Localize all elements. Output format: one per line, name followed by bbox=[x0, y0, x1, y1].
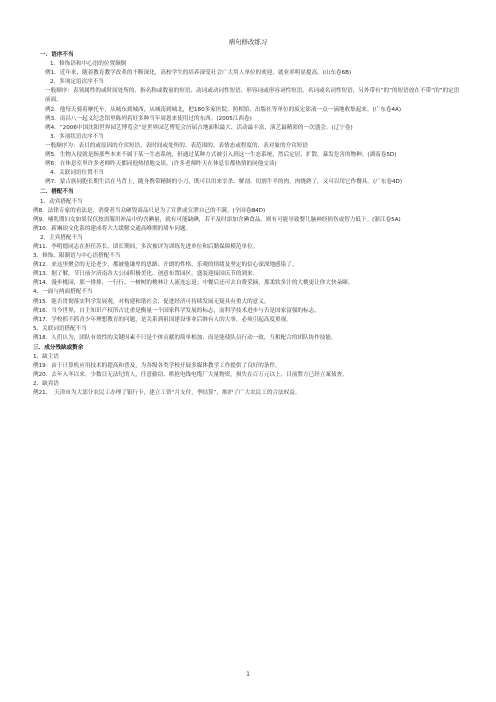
body-paragraph: 例9．哺乳期妇女如果仅仅按需服用补品中的含碘量，就有可能缺碘，若不及时添加含碘食品，则有可能导致婴儿脑神经损伤或智力低下。(浙江卷5A) bbox=[33, 216, 401, 223]
body-paragraph: 一般顺序：表领属性的或时间处所的、指名称或数量的短语、动词或动词性短语、形容词或形容词性短语、名词或名词性短语，另外带有“的”的短语放在不带“的”的定语前面。 bbox=[45, 88, 460, 104]
body-paragraph: 例3．南昌八一起义纪念馆里陈列着好多种当年周恩来使用过的东西。(2005江西卷) bbox=[45, 115, 252, 122]
body-paragraph: 1、缺主语 bbox=[33, 354, 59, 361]
body-paragraph: 1．动宾搭配不当 bbox=[40, 198, 83, 205]
body-paragraph: 2．多项定语次序不当 bbox=[50, 79, 104, 86]
body-paragraph: 例7．蒙古族同胞长期生活在马背上，随身携带精制的小刀，既可以用来宰杀、解剖、切割牛羊的肉，肉烧熟了，又可以用它作餐具。(广东卷4D) bbox=[45, 179, 403, 186]
body-paragraph: 例10．新琳琅文化系的建成将大大缓解交通高峰期的堵车问题。 bbox=[33, 225, 192, 232]
body-paragraph: 3、修饰、限制语与中心语搭配不当 bbox=[33, 253, 121, 260]
body-paragraph: 例18．人们认为，团队有效性的关键因素不只是个体贡献的简单相加，而是能使队员行动一致，互相配合的团队协作技能。 bbox=[33, 334, 337, 341]
body-paragraph: 例20．去年入冬以来，少数目无法纪的人，任意偷窃、哄抢电线电缆厂大量物资，损失在百万元以上，目前警方已经立案侦查。 bbox=[33, 372, 348, 379]
body-paragraph: 2．主宾搭配不当 bbox=[40, 234, 83, 241]
body-paragraph: 例1．近年来，随着教育教学改革的不断深化，高校学生的培养深受社会广大用人单位的欢迎，就业率明显提高。(山东卷6B) bbox=[45, 70, 352, 77]
body-paragraph: 例16．当今世界，自主知识产权所占比重是衡量一个国家科学发展的标志，而科学技术进步与否是国家富强的标志。 bbox=[33, 307, 320, 314]
body-paragraph: 例13．据了解，节日前夕济南各大公园积极美化、创意布置园区，盛装迎接国庆节的到来。 bbox=[33, 271, 259, 278]
body-paragraph: 例5．生物入侵就是指那些本来不属于某一生态系统，但通过某种方式被引入到这一生态系统，然后定居、扩散、暴发危害的物种。(湖南卷5D) bbox=[45, 152, 397, 159]
body-paragraph: 例11．李明德同志在担任苏长、团长期间，多次被评为训练先进单位和后勤保障模范单位。 bbox=[33, 243, 259, 250]
document-title: 病句修改练习 bbox=[228, 38, 268, 46]
body-paragraph: 例8．法律专家的看法是，消费者当众砸毁商品只是为了宣泄或宣泄自己的不满。(全国卷Ⅲ4D) bbox=[33, 207, 266, 214]
section-heading: 三．成分残缺或赘余 bbox=[33, 345, 84, 351]
body-paragraph: 例6：在休息室里许多老师昨天都同他热情地交谈。(许多老师昨天在休息室都热情的同他交谈) bbox=[45, 161, 277, 168]
section-heading: 一．语序不当 bbox=[40, 52, 74, 58]
body-paragraph: 4．关联词语位置不当 bbox=[50, 170, 104, 177]
body-paragraph: 2、缺宾语 bbox=[33, 381, 59, 388]
body-paragraph: 例14．漫步桃园，那一排排、一行行、一树树的桃林让人流连忘返；中餐后还可去自费采摘，那柔软多汁的大桃更让你大快朵颐。 bbox=[33, 280, 354, 287]
section-heading: 二．搭配不当 bbox=[40, 189, 74, 196]
body-paragraph: 例21． 天津市为大部分农民工办理了银行卡，建立工资“月支付，季结算”，维护了广大农民工的合法权益。 bbox=[33, 390, 301, 397]
body-paragraph: 例19：由于计算机应用技术的提高和普及，为各级各类学校开展多媒体教学工作提供了良好的条件。 bbox=[33, 363, 281, 370]
document-body bbox=[33, 50, 463, 399]
page-number: 1 bbox=[246, 671, 250, 678]
body-paragraph: 例15．能否贯彻落实科学发展观，对构建和谐社会，促进经济可持续发展无疑具有重大的意义。 bbox=[33, 298, 270, 305]
body-paragraph: 例4．“2006中国沈阳世界园艺博览会”是世界园艺博览会历届占地面积最大、活动最丰富、演艺最精彩的一次盛会。(辽宁卷) bbox=[45, 124, 353, 131]
body-paragraph: 3．多项状语次序不当 bbox=[50, 133, 104, 140]
body-paragraph: 例12．来这里聚会的无论老少，都被他谦卑的思路、开朗的性格、乐观的情绪及坚定的信心深深地感染了。 bbox=[33, 262, 298, 269]
body-paragraph: 一般顺序为：表目的或原因的介宾短语、表时间或处所的、表范围的、表情态或程度的、表对象的介宾短语 bbox=[45, 142, 308, 149]
body-paragraph: 5、关联词语搭配不当 bbox=[33, 325, 87, 332]
body-paragraph: 例17．学校抓不抓青少年理想教育的问题，是关系到祖国建设事业后继有人的大事，必须引起高度重视。 bbox=[33, 316, 292, 323]
body-paragraph: 4、一面与两面搭配不当 bbox=[33, 289, 93, 296]
body-paragraph: 1．修饰语和中心语的位置颠倒 bbox=[50, 61, 127, 68]
body-paragraph: 例2．他每天骑着摩托车，从城东到城西，从城南到城北，把180多家医院、照相馆、出版社等单位的废定影液一点一滴地收集起来。(广东卷4A) bbox=[45, 106, 402, 113]
